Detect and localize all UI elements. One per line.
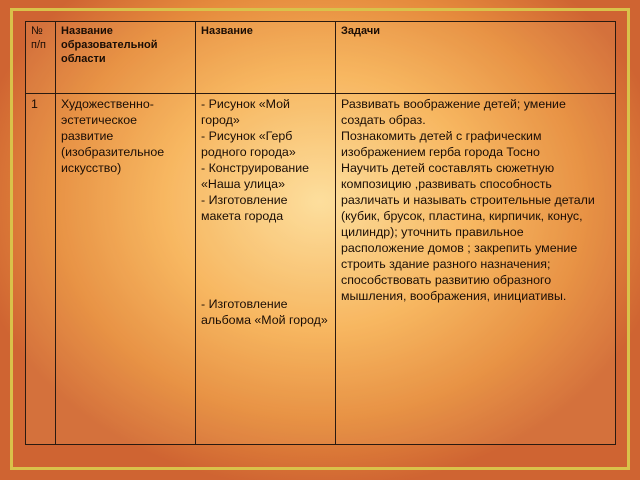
header-name: Название <box>196 22 336 94</box>
table-row <box>26 94 616 445</box>
header-tasks: Задачи <box>336 22 616 94</box>
cell-activities <box>196 94 336 445</box>
header-number: № п/п <box>26 22 56 94</box>
tasks-table <box>25 21 616 445</box>
activities-bottom: - Изготовление альбома «Мой город» <box>201 297 328 327</box>
cell-tasks: Развивать воображение детей; умение создать образ. Познакомить детей с графическим изображением герба города Тосно Научить детей составлять сюжетную композицию ,развивать способность различать и называть строительные детали (кубик, брусок, пластина, кирпичик, конус, цилиндр); уточнить правильное расположение домов ; закрепить умение строить здание разного назначения; способствовать развитию образного мышления, воображения, инициативы. <box>336 94 616 445</box>
cell-number: 1 <box>26 94 56 445</box>
cell-area: Художественно-эстетическое развитие (изобразительное искусство) <box>56 94 196 445</box>
table-header-row <box>26 22 616 94</box>
header-area: Название образовательной области <box>56 22 196 94</box>
activities-top: - Рисунок «Мой город» - Рисунок «Герб родного города» - Конструирование «Наша улица» - Изготовление макета города <box>201 97 310 223</box>
